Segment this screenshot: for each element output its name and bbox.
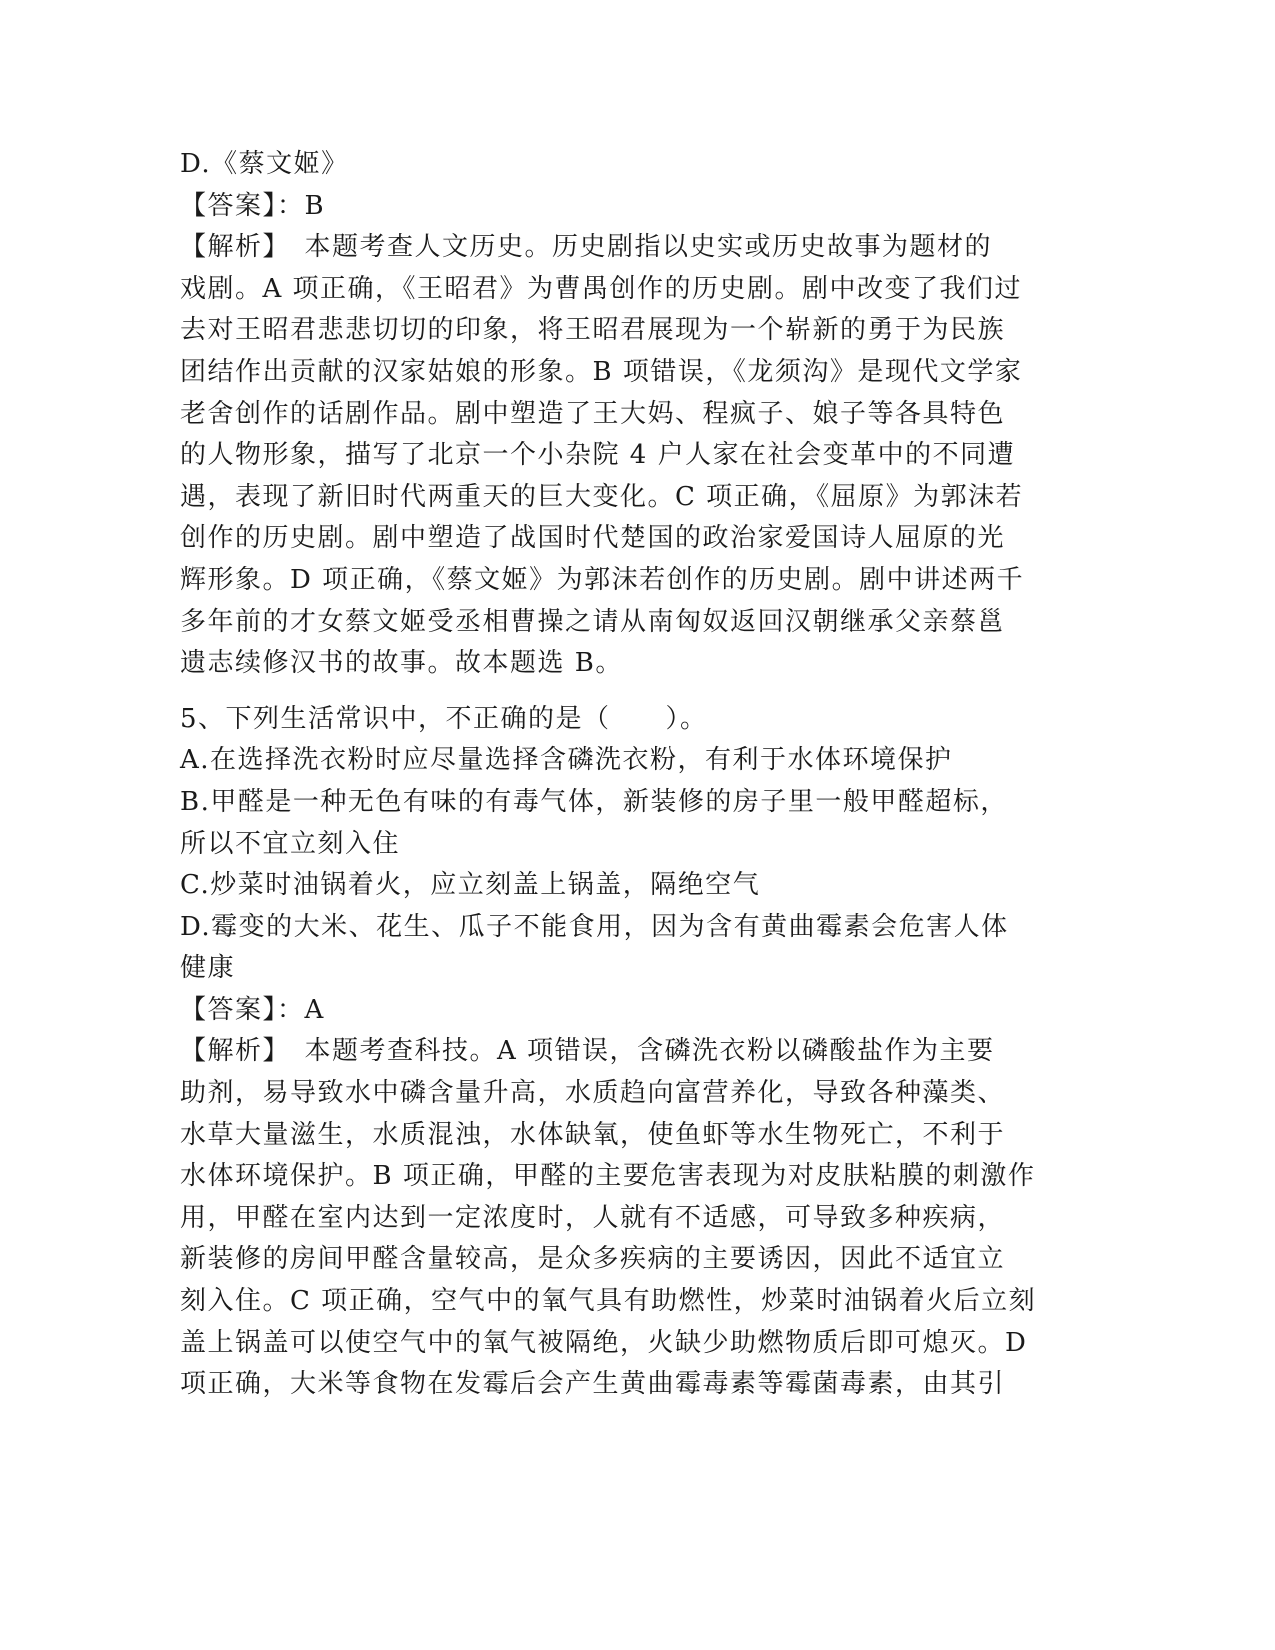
q5-option-a: A.在选择洗衣粉时应尽量选择含磷洗衣粉，有利于水体环境保护 xyxy=(180,745,953,776)
q4-analysis-line: 【解析】 本题考查人文历史。历史剧指以史实或历史故事为题材的 xyxy=(180,232,993,263)
q5-option-d: D.霉变的大米、花生、瓜子不能食用，因为含有黄曲霉素会危害人体 xyxy=(180,911,1009,942)
q4-analysis-line: 辉形象。D 项正确，《蔡文姬》为郭沫若创作的历史剧。剧中讲述两千 xyxy=(180,564,1025,595)
q5-analysis-line: 水体环境保护。B 项正确，甲醛的主要危害表现为对皮肤粘膜的刺激作 xyxy=(180,1161,1036,1192)
q4-analysis-line: 多年前的才女蔡文姬受丞相曹操之请从南匈奴返回汉朝继承父亲蔡邕 xyxy=(180,606,1006,637)
q5-stem: 5、下列生活常识中，不正确的是（ ）。 xyxy=(180,703,708,734)
q4-analysis-line: 的人物形象，描写了北京一个小杂院 4 户人家在社会变革中的不同遭 xyxy=(180,440,1016,471)
q5-analysis-line: 【解析】 本题考查科技。A 项错误，含磷洗衣粉以磷酸盐作为主要 xyxy=(180,1036,995,1067)
q5-option-d-cont: 健康 xyxy=(180,953,236,984)
q5-analysis-line: 用，甲醛在室内达到一定浓度时，人就有不适感，可导致多种疾病， xyxy=(180,1202,1006,1233)
q5-analysis-line: 新装修的房间甲醛含量较高，是众多疾病的主要诱因，因此不适宜立 xyxy=(180,1244,1006,1275)
q5-analysis-line: 盖上锅盖可以使空气中的氧气被隔绝，火缺少助燃物质后即可熄灭。D xyxy=(180,1327,1028,1358)
q5-option-b-cont: 所以不宜立刻入住 xyxy=(180,828,401,859)
q4-analysis-line: 戏剧。A 项正确，《王昭君》为曹禺创作的历史剧。剧中改变了我们过 xyxy=(180,273,1023,304)
q5-analysis-line: 刻入住。C 项正确，空气中的氧气具有助燃性，炒菜时油锅着火后立刻 xyxy=(180,1286,1037,1317)
question-spacer xyxy=(180,685,1040,699)
q4-analysis-line: 老舍创作的话剧作品。剧中塑造了王大妈、程疯子、娘子等各具特色 xyxy=(180,398,1006,429)
q5-analysis xyxy=(180,1031,1040,1405)
q5-analysis-line: 水草大量滋生，水质混浊，水体缺氧，使鱼虾等水生物死亡，不利于 xyxy=(180,1119,1006,1150)
document-page xyxy=(180,144,1040,1406)
q4-analysis-line: 遗志续修汉书的故事。故本题选 B。 xyxy=(180,648,623,679)
q4-analysis-line: 遇，表现了新旧时代两重天的巨大变化。C 项正确，《屈原》为郭沫若 xyxy=(180,481,1024,512)
q5-answer: 【答案】：A xyxy=(180,994,325,1025)
q4-answer: 【答案】：B xyxy=(180,190,326,221)
q5-analysis-line: 助剂，易导致水中磷含量升高，水质趋向富营养化，导致各种藻类、 xyxy=(180,1078,1006,1109)
q4-analysis xyxy=(180,227,1040,685)
q5-option-b: B.甲醛是一种无色有味的有毒气体，新装修的房子里一般甲醛超标， xyxy=(180,786,1008,817)
q4-analysis-line: 创作的历史剧。剧中塑造了战国时代楚国的政治家爱国诗人屈原的光 xyxy=(180,523,1006,554)
q5-option-c: C.炒菜时油锅着火，应立刻盖上锅盖，隔绝空气 xyxy=(180,870,761,901)
q4-analysis-line: 团结作出贡献的汉家姑娘的形象。B 项错误，《龙须沟》是现代文学家 xyxy=(180,356,1023,387)
q4-analysis-line: 去对王昭君悲悲切切的印象，将王昭君展现为一个崭新的勇于为民族 xyxy=(180,315,1006,346)
q4-option-d: D.《蔡文姬》 xyxy=(180,149,349,179)
q5-analysis-line: 项正确，大米等食物在发霉后会产生黄曲霉毒素等霉菌毒素，由其引 xyxy=(180,1369,1006,1400)
